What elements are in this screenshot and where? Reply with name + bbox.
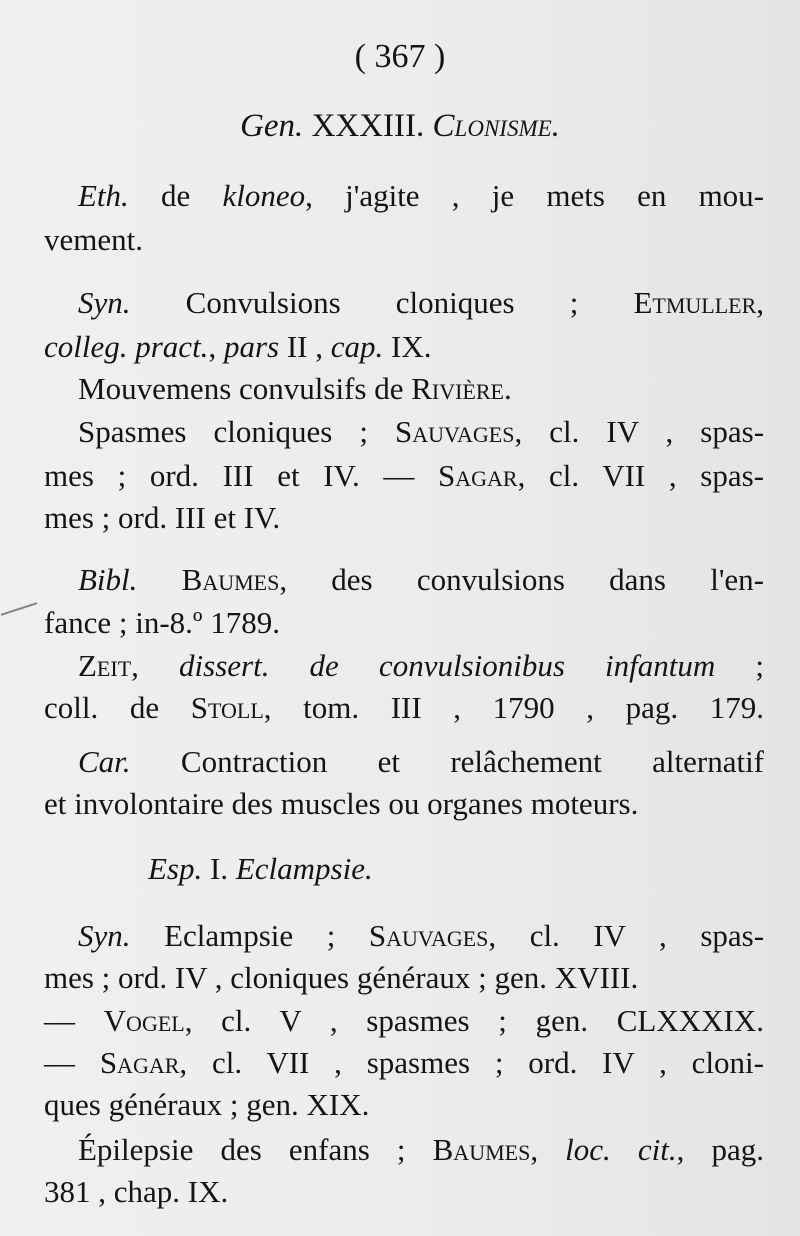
- author-name: Stoll: [190, 690, 264, 725]
- genus-label: Gen.: [240, 108, 304, 144]
- syn-line-5: [44, 456, 764, 496]
- esp-syn-line-2: mes ; ord. IV , cloniques généraux ; gen. XVIII.: [44, 960, 639, 995]
- syn-text: , pag.: [676, 1132, 765, 1167]
- syn-line-4: [78, 412, 764, 452]
- esp-syn-line-6: [78, 1130, 764, 1170]
- punct: ,: [756, 285, 765, 320]
- bibl-line-4: [44, 688, 764, 728]
- esp-syn-line-1: [78, 916, 764, 956]
- syn-text: Convulsions cloniques ;: [185, 285, 579, 320]
- punct: ,: [530, 1132, 566, 1167]
- syn-italic: loc. cit.: [565, 1132, 677, 1167]
- syn-text: Épilepsie des enfans ;: [78, 1132, 406, 1167]
- species-heading: [148, 849, 800, 889]
- esp-syn-line-7: 381 , chap. IX.: [44, 1174, 229, 1209]
- syn-italic: pars: [223, 329, 280, 364]
- bibl-text: , des convulsions dans l'en-: [279, 562, 764, 597]
- syn-text: Mouvemens convulsifs de: [78, 371, 404, 406]
- eth-line-1: [78, 176, 764, 216]
- genus-number: XXXIII.: [311, 108, 425, 144]
- bibl-line-3: [78, 646, 764, 686]
- author-name: Etmuller: [633, 285, 757, 320]
- car-text: Contraction et relâchement alternatif: [180, 744, 764, 779]
- esp-syn-line-3: [44, 1001, 764, 1041]
- punct: ,: [131, 648, 180, 683]
- dash: —: [44, 1045, 75, 1080]
- species-number: I.: [210, 851, 229, 886]
- eth-label: Eth.: [78, 178, 129, 213]
- eth-text-cont: , j'agite , je mets en mou-: [305, 178, 765, 213]
- genus-name: Clonisme.: [432, 108, 560, 144]
- author-name: Sauvages: [368, 918, 489, 953]
- author-name: Sauvages: [394, 414, 515, 449]
- author-name: Sagar: [99, 1045, 180, 1080]
- bibl-label: Bibl.: [78, 562, 138, 597]
- eth-word: kloneo: [222, 178, 306, 213]
- syn-text: , cl. V , spasmes ; gen. CLXXXIX.: [184, 1003, 764, 1038]
- syn-text: mes ; ord. III et IV. —: [44, 458, 415, 493]
- syn-text: IX.: [383, 329, 432, 364]
- syn-line-6: mes ; ord. III et IV.: [44, 500, 281, 535]
- syn-text: II ,: [279, 329, 331, 364]
- margin-mark: [1, 602, 38, 616]
- syn-label: Syn.: [78, 918, 131, 953]
- esp-syn-line-5: ques généraux ; gen. XIX.: [44, 1087, 370, 1122]
- punct: ;: [715, 648, 764, 683]
- syn-italic: colleg. pract.: [44, 329, 209, 364]
- author-name: Vogel: [103, 1003, 185, 1038]
- eth-text: de: [161, 178, 191, 213]
- syn-line-1: [78, 283, 764, 323]
- bibl-text: coll. de: [44, 690, 160, 725]
- syn-text: , cl. IV , spas-: [514, 414, 765, 449]
- genus-heading: [0, 106, 800, 146]
- author-name: Baumes: [432, 1132, 531, 1167]
- syn-italic: cap.: [330, 329, 384, 364]
- car-line-2: et involontaire des muscles ou organes moteurs.: [44, 786, 639, 821]
- car-label: Car.: [78, 744, 131, 779]
- author-name: Zeit: [78, 648, 132, 683]
- author-name: Sagar: [438, 458, 518, 493]
- species-label: Esp.: [148, 851, 203, 886]
- esp-syn-line-4: [44, 1043, 764, 1083]
- punct: ,: [208, 329, 224, 364]
- dash: —: [44, 1003, 75, 1038]
- syn-line-2: [44, 327, 764, 367]
- bibl-italic: dissert. de convulsionibus infantum: [179, 648, 716, 683]
- syn-line-3: [78, 369, 798, 409]
- author-name: Rivière.: [411, 371, 512, 406]
- bibl-line-2: fance ; in-8.º 1789.: [44, 605, 281, 640]
- syn-label: Syn.: [78, 285, 131, 320]
- syn-text: Spasmes cloniques ;: [78, 414, 368, 449]
- page-number: ( 367 ): [354, 38, 446, 75]
- syn-text: , cl. VII , spas-: [517, 458, 764, 493]
- author-name: Baumes: [181, 562, 280, 597]
- car-line-1: [78, 742, 764, 782]
- bibl-line-1: [78, 560, 764, 600]
- species-name: Eclampsie.: [235, 851, 373, 886]
- eth-line-2: vement.: [44, 222, 143, 257]
- syn-text: Eclampsie ;: [164, 918, 336, 953]
- bibl-text: , tom. III , 1790 , pag. 179.: [263, 690, 764, 725]
- syn-text: , cl. VII , spasmes ; ord. IV , cloni-: [179, 1045, 764, 1080]
- syn-text: , cl. IV , spas-: [488, 918, 765, 953]
